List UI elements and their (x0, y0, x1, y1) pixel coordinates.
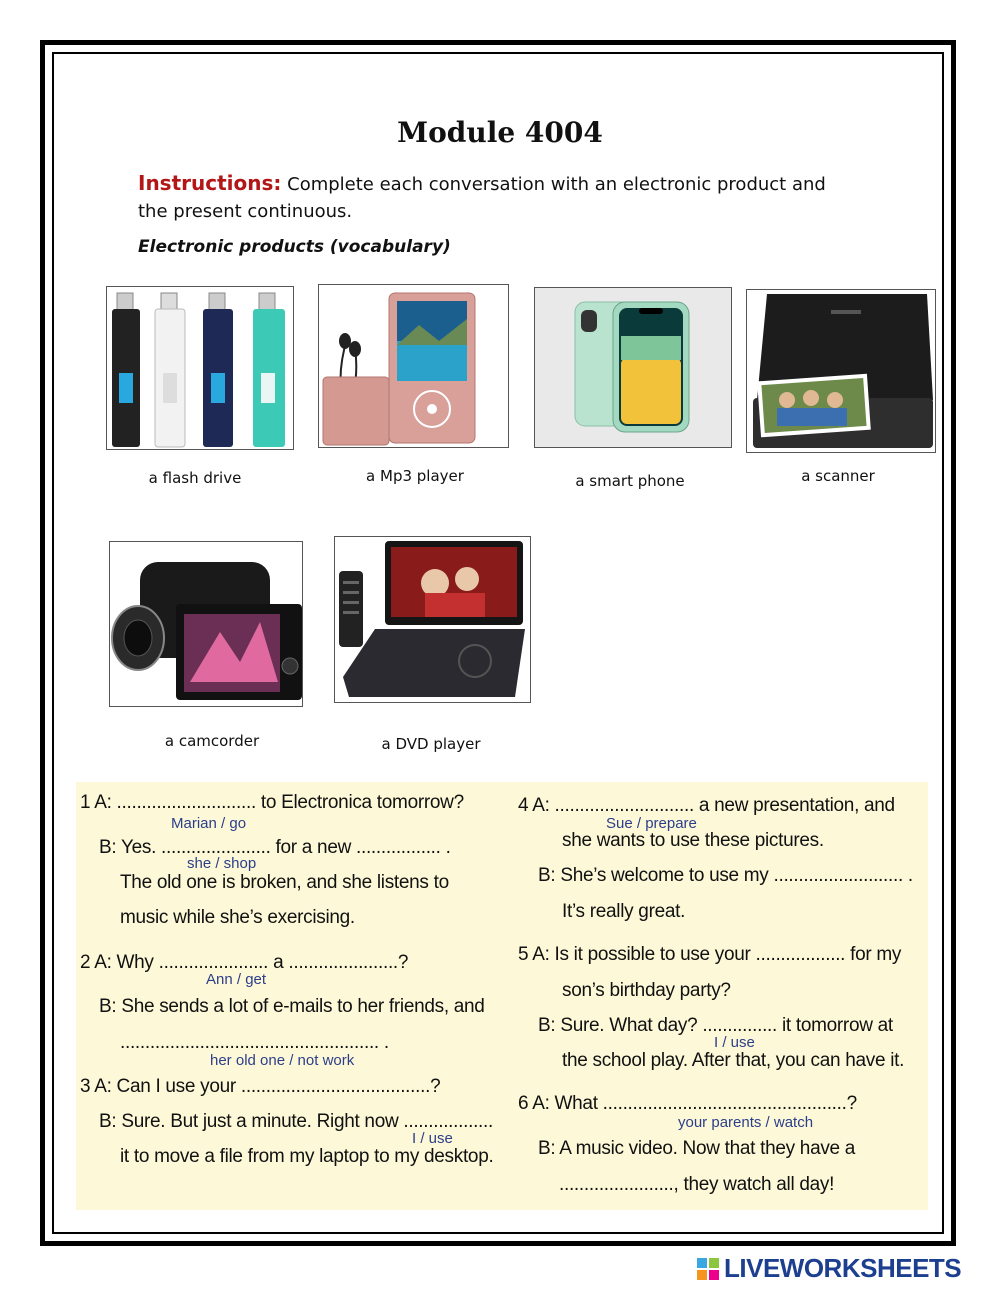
product-caption: a smart phone (575, 472, 685, 490)
exercise-hint: Marian / go (171, 815, 247, 832)
exercise-hint: her old one / not work (210, 1052, 355, 1069)
exercise-line: It’s really great. (562, 901, 686, 922)
exercise-hint: I / use (412, 1130, 453, 1147)
smart-phone-icon (534, 287, 732, 448)
exercise-line: B: She sends a lot of e-mails to her friends, and (99, 996, 485, 1017)
exercise-line: The old one is broken, and she listens to (120, 872, 449, 893)
scanner-icon (746, 289, 936, 453)
instructions-text: Complete each conversation with an electronic product and the present continuous. (138, 174, 826, 222)
exercise-hint: Sue / prepare (606, 815, 697, 832)
exercise-line: 6 A: What .................................................? (518, 1093, 857, 1114)
dvd-player-icon (334, 536, 531, 703)
exercise-line: ......................., they watch all day! (559, 1174, 835, 1195)
exercise-line: B: Sure. But just a minute. Right now .................. (99, 1111, 493, 1132)
exercise-line: 2 A: Why ...................... a ......................? (80, 952, 409, 973)
exercise-hint: your parents / watch (678, 1114, 814, 1131)
exercise-line: the school play. After that, you can have it. (562, 1050, 905, 1071)
exercise-line: B: She’s welcome to use my .......................... . (538, 865, 913, 886)
exercise-line: son’s birthday party? (562, 980, 731, 1001)
exercise-line: .................................................... . (120, 1032, 389, 1053)
product-caption: a DVD player (381, 735, 481, 753)
exercise-line: B: Sure. What day? ............... it tomorrow at (538, 1015, 893, 1036)
exercise-line: 3 A: Can I use your ......................................? (80, 1076, 441, 1097)
exercise-line: it to move a file from my laptop to my desktop. (120, 1146, 494, 1167)
exercise-line: music while she’s exercising. (120, 907, 355, 928)
exercise-line: 1 A: ............................ to Electronica tomorrow? (80, 792, 464, 813)
exercise-panel (76, 782, 928, 1210)
product-caption: a Mp3 player (366, 467, 464, 485)
vocabulary-heading: Electronic products (vocabulary) (138, 237, 451, 257)
exercise-hint: Ann / get (206, 971, 267, 988)
exercise-hint: I / use (714, 1034, 755, 1051)
exercise-line: she wants to use these pictures. (562, 830, 824, 851)
mp3-player-icon (318, 284, 509, 448)
brand-wordmark[interactable]: LIVEWORKSHEETS (724, 1253, 962, 1283)
flash-drive-icon (106, 286, 294, 450)
exercise-hint: she / shop (187, 855, 257, 872)
page-title: Module 4004 (397, 116, 603, 149)
exercise-line: 4 A: ............................ a new presentation, and (518, 795, 895, 816)
product-caption: a camcorder (164, 732, 260, 750)
instructions-label: Instructions: (138, 171, 282, 195)
camcorder-icon (109, 541, 303, 707)
exercise-line: B: A music video. Now that they have a (538, 1138, 856, 1159)
instructions (138, 170, 858, 225)
exercise-line: 5 A: Is it possible to use your .................. for my (518, 944, 902, 965)
exercise-line: B: Yes. ...................... for a new ................. . (99, 837, 451, 858)
product-caption: a scanner (801, 467, 875, 485)
liveworksheets-logo-icon (697, 1258, 719, 1280)
product-caption: a flash drive (148, 469, 242, 487)
